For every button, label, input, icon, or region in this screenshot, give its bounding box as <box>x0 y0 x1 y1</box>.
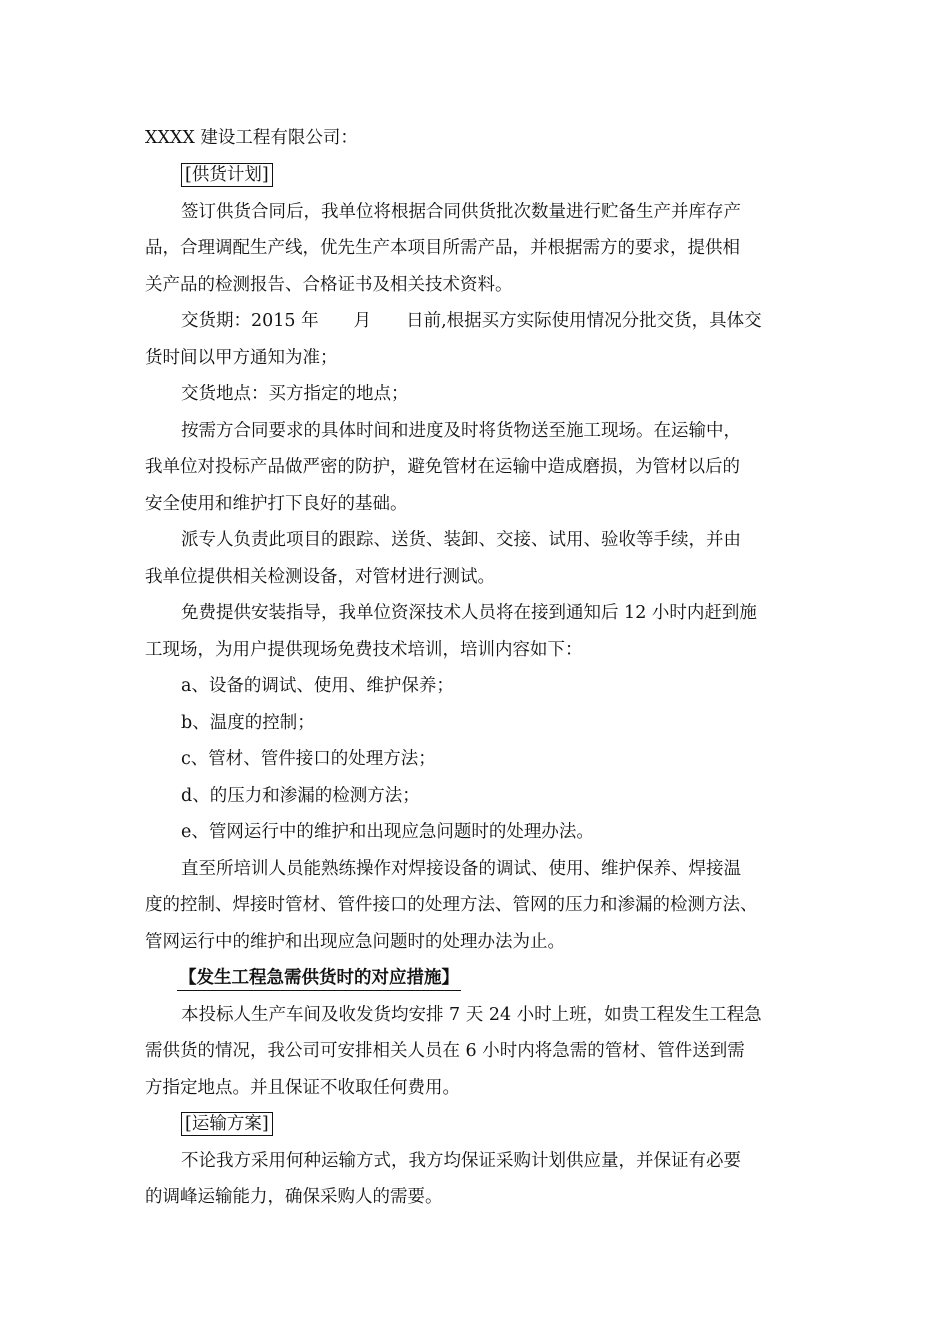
paragraph-line: 关产品的检测报告、合格证书及相关技术资料。 <box>145 275 513 295</box>
section-heading-transport-plan: [运输方案] <box>181 1112 273 1136</box>
paragraph-line: 交货地点：买方指定的地点； <box>181 384 409 404</box>
paragraph-line: 我单位对投标产品做严密的防护，避免管材在运输中造成磨损，为管材以后的 <box>145 457 740 477</box>
section-heading-supply-plan: [供货计划] <box>181 163 273 187</box>
paragraph-line: 管网运行中的维护和出现应急问题时的处理办法为止。 <box>145 932 565 952</box>
paragraph-line: 本投标人生产车间及收发货均安排 7 天 24 小时上班，如贵工程发生工程急 <box>181 1005 762 1025</box>
paragraph-line: 签订供货合同后，我单位将根据合同供货批次数量进行贮备生产并库存产 <box>181 202 741 222</box>
paragraph-line: 货时间以甲方通知为准； <box>145 348 338 368</box>
paragraph-line: 的调峰运输能力，确保采购人的需要。 <box>145 1187 443 1207</box>
paragraph-line: 方指定地点。并且保证不收取任何费用。 <box>145 1078 460 1098</box>
list-item: c、管材、管件接口的处理方法； <box>181 749 436 769</box>
section-heading-urgent-supply: 【发生工程急需供货时的对应措施】 <box>177 966 461 991</box>
paragraph-line: 交货期：2015 年 月 日前,根据买方实际使用情况分批交货，具体交 <box>181 311 762 331</box>
paragraph-line: 品，合理调配生产线，优先生产本项目所需产品，并根据需方的要求，提供相 <box>145 238 740 258</box>
list-item: d、的压力和渗漏的检测方法； <box>181 786 420 806</box>
list-item: a、设备的调试、使用、维护保养； <box>181 676 454 696</box>
paragraph-line: 安全使用和维护打下良好的基础。 <box>145 494 408 514</box>
paragraph-line: 派专人负责此项目的跟踪、送货、装卸、交接、试用、验收等手续，并由 <box>181 530 741 550</box>
paragraph-line: 我单位提供相关检测设备，对管材进行测试。 <box>145 567 495 587</box>
list-item: b、温度的控制； <box>181 713 315 733</box>
paragraph-line: 免费提供安装指导，我单位资深技术人员将在接到通知后 12 小时内赶到施 <box>181 603 757 623</box>
list-item: e、管网运行中的维护和出现应急问题时的处理办法。 <box>181 822 594 842</box>
addressee: XXXX 建设工程有限公司： <box>145 128 358 148</box>
paragraph-line: 按需方合同要求的具体时间和进度及时将货物送至施工现场。在运输中， <box>181 421 741 441</box>
paragraph-line: 需供货的情况，我公司可安排相关人员在 6 小时内将急需的管材、管件送到需 <box>145 1041 745 1061</box>
paragraph-line: 工现场，为用户提供现场免费技术培训，培训内容如下： <box>145 640 583 660</box>
paragraph-line: 度的控制、焊接时管材、管件接口的处理方法、管网的压力和渗漏的检测方法、 <box>145 895 758 915</box>
paragraph-line: 不论我方采用何种运输方式，我方均保证采购计划供应量，并保证有必要 <box>181 1151 741 1171</box>
paragraph-line: 直至所培训人员能熟练操作对焊接设备的调试、使用、维护保养、焊接温 <box>181 859 741 879</box>
